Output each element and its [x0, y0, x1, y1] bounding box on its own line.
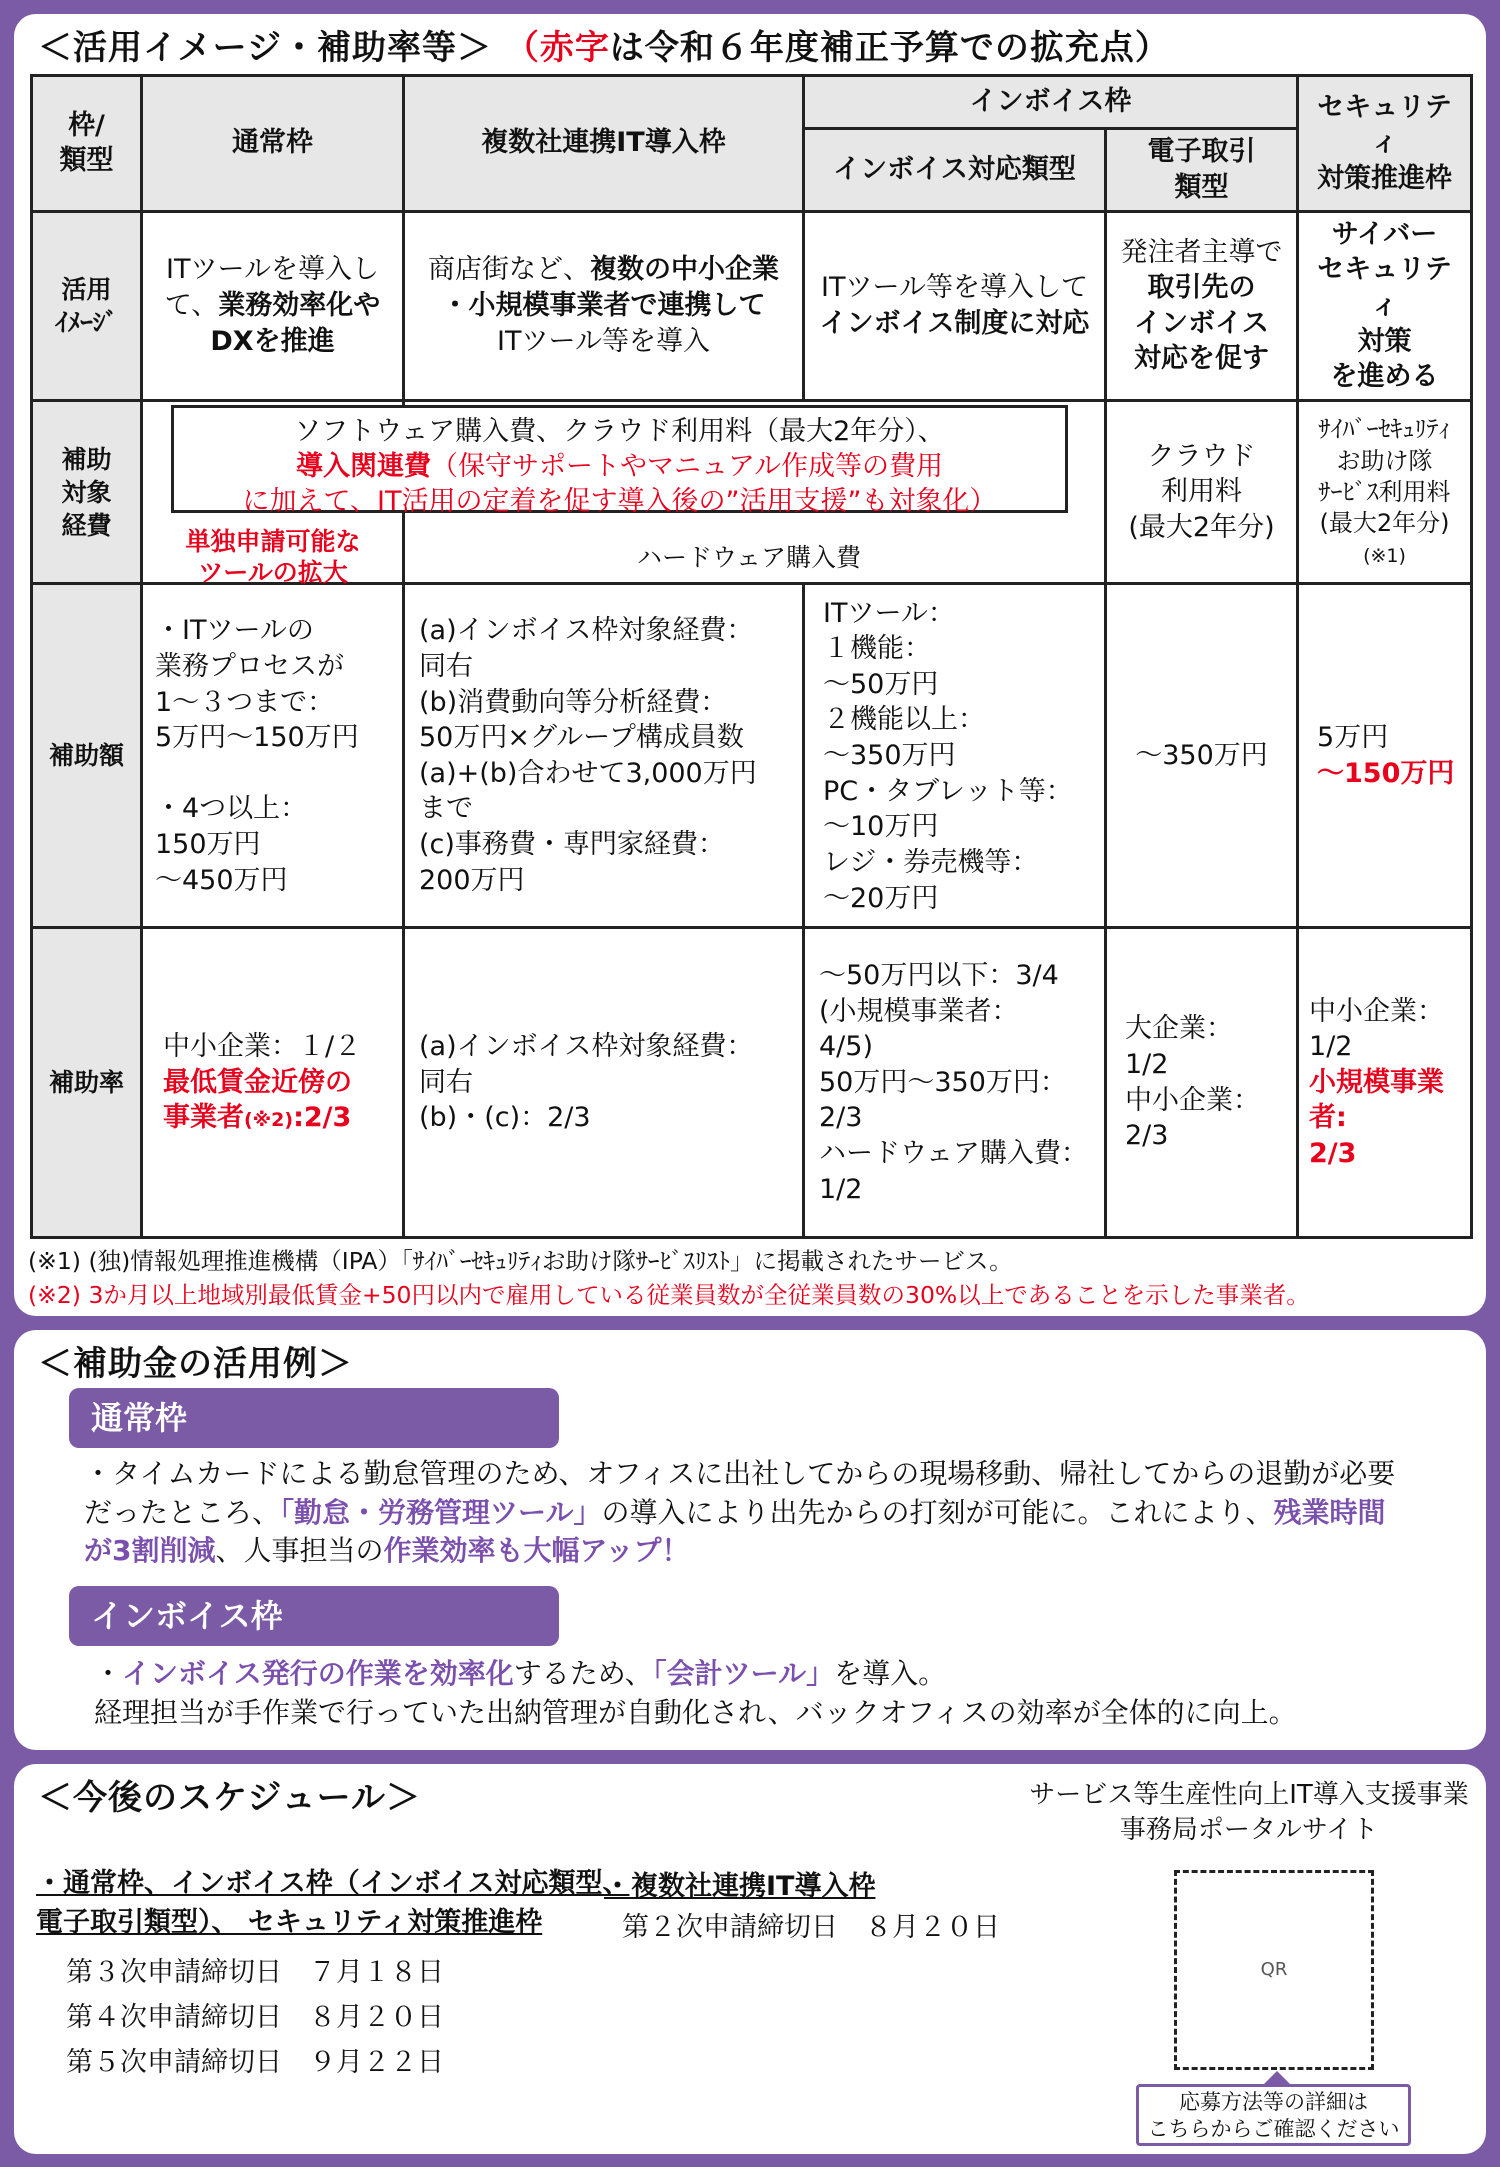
- cell-image-invoice: ITツール等を導入して インボイス制度に対応: [804, 211, 1106, 401]
- section-title-schedule: ＜今後のスケジュール＞: [38, 1778, 421, 1818]
- cell-amount-invoice: ITツール： １機能： ～50万円 ２機能以上： ～350万円 PC・タブレット等： ～10万円 レジ・券売機等： ～20万円: [804, 584, 1106, 928]
- schedule-group1-heading: ・通常枠、インボイス枠（インボイス対応類型、 電子取引類型）、 セキュリティ対策推進枠: [36, 1868, 630, 1939]
- section-title-usage: ＜活用イメージ・補助率等＞ （赤字は令和６年度補正予算での拡充点）: [38, 28, 1170, 68]
- cell-expense-ecom: クラウド 利用料 (最大2年分): [1106, 401, 1298, 584]
- cell-image-normal: ITツールを導入し て、業務効率化や DXを推進: [142, 211, 404, 401]
- header-security: セキュリティ 対策推進枠: [1298, 76, 1472, 212]
- schedule-group2-item-1: 第２次申請締切日 ８月２０日: [622, 1912, 1000, 1943]
- schedule-group2-heading: ・複数社連携IT導入枠: [604, 1871, 876, 1902]
- schedule-group1-item-3: 第５次申請締切日 ９月２２日: [66, 2047, 444, 2078]
- standalone-tools-note: 単独申請可能な ツールの拡大: [185, 527, 361, 588]
- header-invoice-support: インボイス対応類型: [804, 129, 1106, 211]
- qr-note-callout: 応募方法等の詳細は こちらからご確認ください: [1136, 2084, 1411, 2146]
- subsidy-table: [30, 74, 1473, 1239]
- cell-rate-normal: 中小企業：１/２ 最低賃金近傍の 事業者(※2):2/3: [142, 928, 404, 1238]
- header-multi: 複数社連携IT導入枠: [404, 76, 804, 212]
- usage-examples-panel: [14, 1330, 1486, 1750]
- section-title-examples: ＜補助金の活用例＞: [38, 1344, 353, 1384]
- cell-image-security: サイバー セキュリティ 対策 を進める: [1298, 211, 1472, 401]
- cell-amount-multi: (a)インボイス枠対象経費： 同右 (b)消費動向等分析経費： 50万円×グループ構成員数 (a)+(b)合わせて3,000万円 まで (c)事務費・専門家経費： 200万円: [404, 584, 804, 928]
- cell-amount-security: 5万円 ～150万円: [1298, 584, 1472, 928]
- qr-code-placeholder[interactable]: QR: [1174, 1870, 1374, 2070]
- cell-rate-invoice: ～50万円以下：3/4 (小規模事業者： 4/5) 50万円～350万円： 2/3 ハードウェア購入費： 1/2: [804, 928, 1106, 1238]
- example-invoice: ・インボイス発行の作業を効率化するため、「会計ツール」を導入。 経理担当が手作業で行っていた出納管理が自動化され、バックオフィスの効率が全体的に向上。: [94, 1657, 1297, 1729]
- cell-amount-normal: ・ITツールの 業務プロセスが 1～３つまで： 5万円～150万円 ・4つ以上： 150万円 ～450万円: [142, 584, 404, 928]
- schedule-group1-item-2: 第４次申請締切日 ８月２０日: [66, 2002, 444, 2033]
- schedule-panel: [14, 1764, 1486, 2154]
- header-invoice: インボイス枠: [804, 76, 1298, 129]
- hardware-expense-label: ハードウェア購入費: [636, 543, 861, 572]
- tag-invoice: インボイス枠: [69, 1586, 559, 1646]
- cell-amount-ecom: ～350万円: [1106, 584, 1298, 928]
- cell-rate-multi: (a)インボイス枠対象経費： 同右 (b)・(c)：2/3: [404, 928, 804, 1238]
- cell-image-ecom: 発注者主導で 取引先の インボイス 対応を促す: [1106, 211, 1298, 401]
- cell-expense-security: ｻｲﾊﾞｰｾｷｭﾘﾃｨ お助け隊 ｻｰﾋﾞｽ利用料 (最大2年分) (※1): [1298, 401, 1472, 584]
- header-normal: 通常枠: [142, 76, 404, 212]
- cell-rate-security: 中小企業： 1/2 小規模事業者: 2/3: [1298, 928, 1472, 1238]
- portal-site-label: サービス等生産性向上IT導入支援事業 事務局ポータルサイト: [1029, 1780, 1469, 1846]
- subsidy-overview-panel: [14, 14, 1486, 1316]
- schedule-group1-item-1: 第３次申請締切日 ７月１８日: [66, 1957, 444, 1988]
- expense-overlay-box: ソフトウェア購入費、クラウド利用料（最大2年分）、 導入関連費（保守サポートやマニュアル作成等の費用 に加えて、IT活用の定着を促す導入後の”活用支援”も対象化）: [171, 405, 1068, 513]
- row-label-image: 活用 ｲﾒｰｼﾞ: [32, 211, 142, 401]
- footnote-2: (※2) 3か月以上地域別最低賃金+50円以内で雇用している従業員数が全従業員数の30%以上であることを示した事業者。: [28, 1281, 1310, 1309]
- row-label-amount: 補助額: [32, 584, 142, 928]
- tag-normal: 通常枠: [69, 1388, 559, 1448]
- row-label-rate: 補助率: [32, 928, 142, 1238]
- footnote-1: (※1) (独)情報処理推進機構（IPA）「ｻｲﾊﾞｰｾｷｭﾘﾃｨお助け隊ｻｰﾋﾞｽﾘｽﾄ」に掲載されたサービス。: [28, 1247, 1013, 1275]
- example-normal: ・タイムカードによる勤怠管理のため、オフィスに出社してからの現場移動、帰社してからの退勤が必要 だったところ、「勤怠・労務管理ツール」の導入により出先からの打刻が可能に。これにより、残業時間 が3割削減、人事担当の作業効率も大幅アップ！: [84, 1457, 1396, 1568]
- header-ecommerce: 電子取引 類型: [1106, 129, 1298, 211]
- cell-rate-ecom: 大企業： 1/2 中小企業： 2/3: [1106, 928, 1298, 1238]
- row-label-expense: 補助 対象 経費: [32, 401, 142, 584]
- cell-image-multi: 商店街など、複数の中小企業 ・小規模事業者で連携して ITツール等を導入: [404, 211, 804, 401]
- header-type: 枠/ 類型: [32, 76, 142, 212]
